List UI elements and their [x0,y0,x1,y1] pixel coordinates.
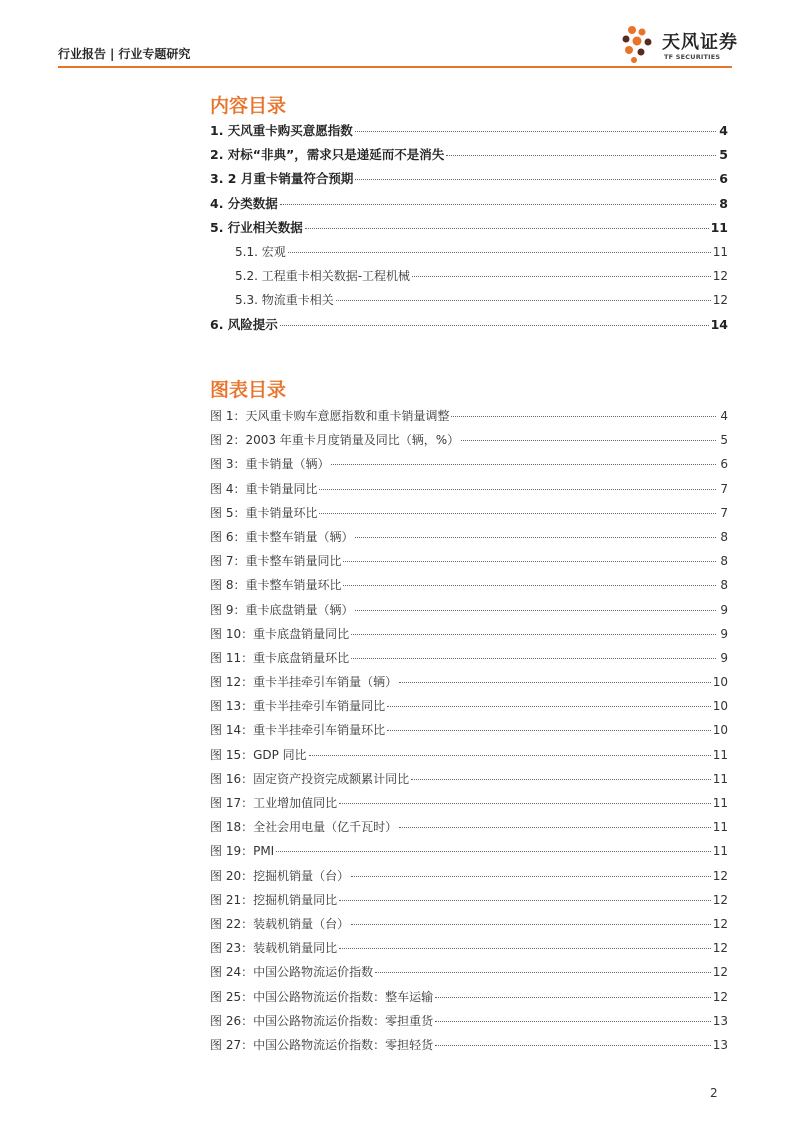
brand-logo [620,22,738,66]
toc-label: 5.3. 物流重卡相关 [235,293,334,308]
figure-label: 图 15：GDP 同比 [210,747,307,762]
figure-page: 10 [712,699,728,714]
figure-entry[interactable] [210,864,728,888]
leader-dots [280,204,716,205]
figure-page: 8 [720,578,728,593]
figures-list [210,404,728,1057]
toc-entry[interactable] [210,143,728,167]
leader-dots [399,682,711,683]
figure-page: 10 [712,723,728,738]
leader-dots [309,755,711,756]
figure-entry[interactable] [210,1033,728,1057]
leader-dots [319,489,716,490]
figure-label: 图 5：重卡销量环比 [210,505,318,520]
toc-entry[interactable] [210,313,728,337]
figure-page: 12 [712,916,728,931]
figure-label: 图 20：挖掘机销量（台） [210,868,350,883]
figure-label: 图 17：工业增加值同比 [210,796,338,810]
leader-dots [319,513,716,514]
leader-dots [446,155,716,156]
figure-entry[interactable] [210,622,728,646]
figure-page: 12 [712,892,728,907]
leader-dots [411,779,711,780]
leader-dots [399,827,711,828]
leader-dots [375,972,711,973]
figure-entry[interactable] [210,1009,728,1033]
toc-page: 4 [719,123,728,138]
figure-page: 9 [720,602,728,617]
figure-entry[interactable] [210,525,728,549]
figure-page: 4 [720,409,728,423]
leader-dots [355,131,716,132]
leader-dots [339,900,711,901]
toc-entry[interactable] [210,192,728,216]
figure-label: 图 14：重卡半挂牵引车销量环比 [210,723,386,738]
toc-label: 3. 2 月重卡销量符合预期 [210,171,354,187]
leader-dots [339,803,711,804]
leader-dots [343,561,716,562]
figure-page: 6 [720,457,728,472]
leader-dots [355,179,716,180]
page-header [58,0,738,70]
figure-label: 图 21：挖掘机销量同比 [210,892,338,907]
leader-dots [435,997,711,998]
toc-label: 5.2. 工程重卡相关数据-工程机械 [235,269,411,284]
figure-entry[interactable] [210,839,728,863]
toc-label: 6. 风险提示 [210,316,278,332]
figure-label: 图 4：重卡销量同比 [210,481,318,496]
figure-label: 图 26：中国公路物流运价指数：零担重货 [210,1013,434,1028]
toc-page: 6 [719,171,728,187]
leader-dots [355,610,716,611]
leader-dots [412,276,711,277]
contents-list [210,119,728,337]
figure-entry[interactable] [210,718,728,742]
toc-subentry[interactable] [210,240,728,264]
leader-dots [288,252,711,253]
figure-page: 8 [720,554,728,569]
figure-page: 8 [720,529,728,544]
leader-dots [355,537,716,538]
figure-entry[interactable] [210,646,728,670]
leader-dots [351,634,716,635]
toc-page: 12 [712,293,728,308]
toc-label: 4. 分类数据 [210,195,278,211]
toc-label: 1. 天风重卡购买意愿指数 [210,123,353,138]
leader-dots [331,464,716,465]
report-type: 行业报告 [58,47,107,61]
figure-page: 13 [712,1037,728,1052]
figure-page: 5 [720,433,728,448]
report-category [58,45,190,62]
figure-page: 13 [712,1013,728,1028]
toc-entry[interactable] [210,167,728,191]
toc-page: 11 [712,244,728,259]
figure-entry[interactable] [210,549,728,573]
toc-page: 14 [710,316,728,332]
figure-page: 12 [712,965,728,980]
header-separator: | [110,47,115,61]
figure-page: 11 [712,844,728,859]
contents-title: 内容目录 [210,95,287,117]
header-rule [58,66,732,68]
figure-page: 11 [712,820,728,835]
figure-label: 图 10：重卡底盘销量同比 [210,626,350,641]
figure-entry[interactable] [210,985,728,1009]
leader-dots [305,228,709,229]
figure-label: 图 19：PMI [210,844,275,859]
figure-label: 图 11：重卡底盘销量环比 [210,650,350,665]
figure-label: 图 8：重卡整车销量环比 [210,578,342,593]
figure-entry[interactable] [210,670,728,694]
figure-page: 9 [720,626,728,641]
figure-entry[interactable] [210,573,728,597]
leader-dots [387,730,711,731]
leader-dots [451,416,716,417]
figure-label: 图 24：中国公路物流运价指数 [210,965,374,980]
figure-page: 12 [712,989,728,1004]
leader-dots [351,924,711,925]
figure-entry[interactable] [210,743,728,767]
figure-label: 图 27：中国公路物流运价指数：零担轻货 [210,1037,434,1052]
figure-label: 图 6：重卡整车销量（辆） [210,529,354,544]
leader-dots [351,658,716,659]
figure-page: 12 [712,868,728,883]
figure-entry[interactable] [210,501,728,525]
logo-mark-icon [620,22,660,66]
figure-entry[interactable] [210,694,728,718]
leader-dots [336,300,711,301]
figure-label: 图 3：重卡销量（辆） [210,457,330,472]
figure-page: 7 [720,505,728,520]
figure-entry[interactable] [210,404,728,428]
figure-label: 图 13：重卡半挂牵引车销量同比 [210,699,386,714]
leader-dots [461,440,716,441]
figure-label: 图 22：装载机销量（台） [210,916,350,931]
leader-dots [343,585,716,586]
figure-label: 图 9：重卡底盘销量（辆） [210,602,354,617]
figure-entry[interactable] [210,767,728,791]
figure-label: 图 1：天风重卡购车意愿指数和重卡销量调整 [210,409,450,423]
figure-label: 图 16：固定资产投资完成额累计同比 [210,771,410,786]
figure-entry[interactable] [210,598,728,622]
leader-dots [276,851,711,852]
figure-page: 10 [712,675,728,690]
figure-label: 图 23：装载机销量同比 [210,941,338,956]
figure-page: 11 [712,796,728,810]
figure-label: 图 18：全社会用电量（亿千瓦时） [210,820,398,835]
toc-page: 12 [712,269,728,284]
toc-page: 8 [719,195,728,211]
figure-page: 7 [720,481,728,496]
toc-subentry[interactable] [210,264,728,288]
leader-dots [280,325,709,326]
figure-page: 11 [712,747,728,762]
leader-dots [339,948,711,949]
figure-entry[interactable] [210,477,728,501]
leader-dots [435,1021,711,1022]
figure-page: 12 [712,941,728,956]
toc-page: 11 [710,219,728,235]
figure-entry[interactable] [210,815,728,839]
leader-dots [435,1045,711,1046]
leader-dots [351,876,711,877]
figure-label: 图 2：2003 年重卡月度销量及同比（辆，%） [210,433,460,448]
toc-label: 5.1. 宏观 [235,244,286,259]
figure-label: 图 12：重卡半挂牵引车销量（辆） [210,675,398,690]
toc-label: 5. 行业相关数据 [210,219,303,235]
figure-entry[interactable] [210,936,728,960]
figure-entry[interactable] [210,791,728,815]
page-number: 2 [710,1086,718,1100]
figure-page: 9 [720,650,728,665]
figure-entry[interactable] [210,428,728,452]
toc-label: 2. 对标“非典”，需求只是递延而不是消失 [210,147,445,163]
toc-subentry[interactable] [210,288,728,312]
leader-dots [387,706,711,707]
figure-label: 图 25：中国公路物流运价指数：整车运输 [210,989,434,1004]
logo-subtext: TF SECURITIES [664,53,721,61]
toc-entry[interactable] [210,216,728,240]
toc-entry[interactable] [210,119,728,143]
figure-label: 图 7：重卡整车销量同比 [210,554,342,569]
report-subtype: 行业专题研究 [118,47,191,61]
figure-entry[interactable] [210,960,728,984]
figure-page: 11 [712,771,728,786]
figures-title: 图表目录 [210,379,287,401]
figure-entry[interactable] [210,888,728,912]
figure-entry[interactable] [210,452,728,476]
logo-text: 天风证券 [662,32,738,53]
toc-page: 5 [719,147,728,163]
figure-entry[interactable] [210,912,728,936]
